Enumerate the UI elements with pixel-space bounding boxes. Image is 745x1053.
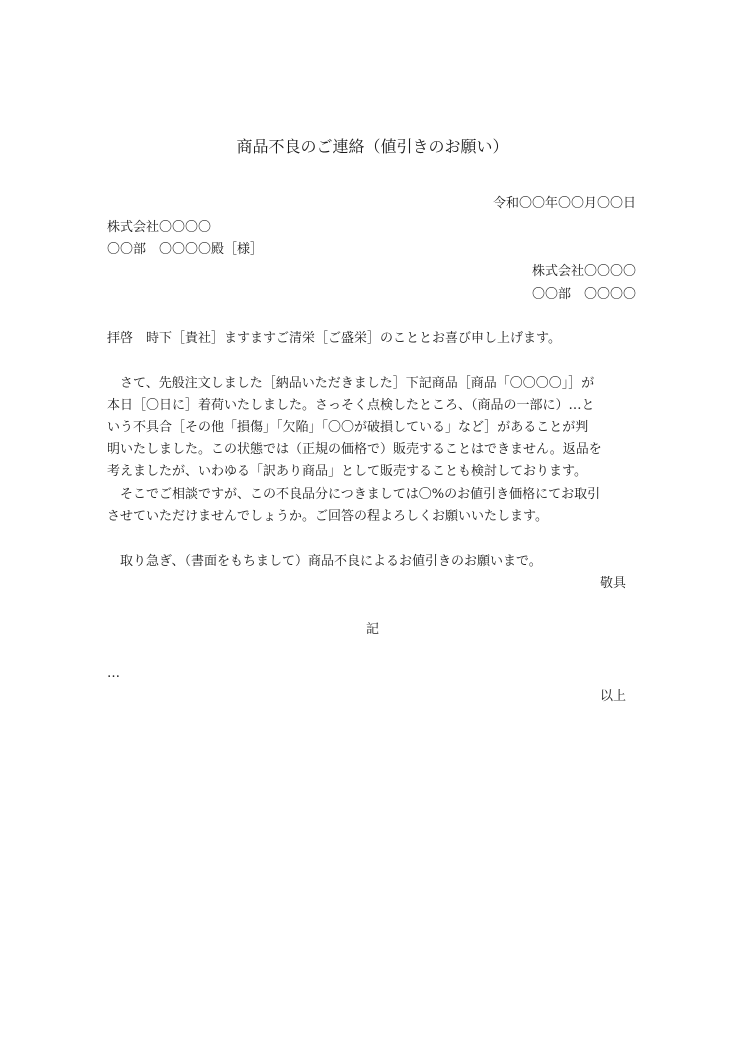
body-line: さて、先般注文しました［納品いただきました］下記商品［商品「〇〇〇〇」］が: [107, 376, 595, 391]
letter-date: 令和〇〇年〇〇月〇〇日: [492, 196, 636, 211]
sender-company: 株式会社〇〇〇〇: [531, 264, 636, 279]
greeting-line: 拝啓 時下［貴社］ますますご清栄［ご盛栄］のこととお喜び申し上げます。: [107, 331, 561, 346]
body-line: 明いたしました。この状態では（正規の価格で）販売することはできません。返品を: [107, 442, 602, 457]
body-line: 考えましたが、いわゆる「訳あり商品」として販売することも検討しております。: [107, 464, 587, 479]
body-line: いう不具合［その他「損傷」「欠陥」「〇〇が破損している」など］があることが判: [107, 420, 589, 435]
closing-keigu: 敬具: [599, 576, 626, 591]
ki-heading: 記: [366, 622, 380, 637]
body-line: そこでご相談ですが、この不良品分につきましては〇%のお値引き価格にてお取引: [107, 487, 601, 502]
end-ijou: 以上: [599, 689, 626, 704]
item-ellipsis: …: [107, 666, 120, 681]
recipient-person: 〇〇部 〇〇〇〇殿［様］: [107, 242, 264, 257]
body-line: 取り急ぎ、（書面をもちまして）商品不良によるお値引きのお願いまで。: [107, 554, 542, 569]
sender-person: 〇〇部 〇〇〇〇: [531, 287, 636, 302]
body-line: 本日［〇日に］着荷いたしました。さっそく点検したところ、（商品の一部に）…と: [107, 398, 595, 413]
recipient-company: 株式会社〇〇〇〇: [107, 220, 212, 235]
letter-title: 商品不良のご連絡（値引きのお願い）: [236, 137, 509, 156]
body-line: させていただけませんでしょうか。ご回答の程よろしくお願いいたします。: [107, 509, 548, 524]
